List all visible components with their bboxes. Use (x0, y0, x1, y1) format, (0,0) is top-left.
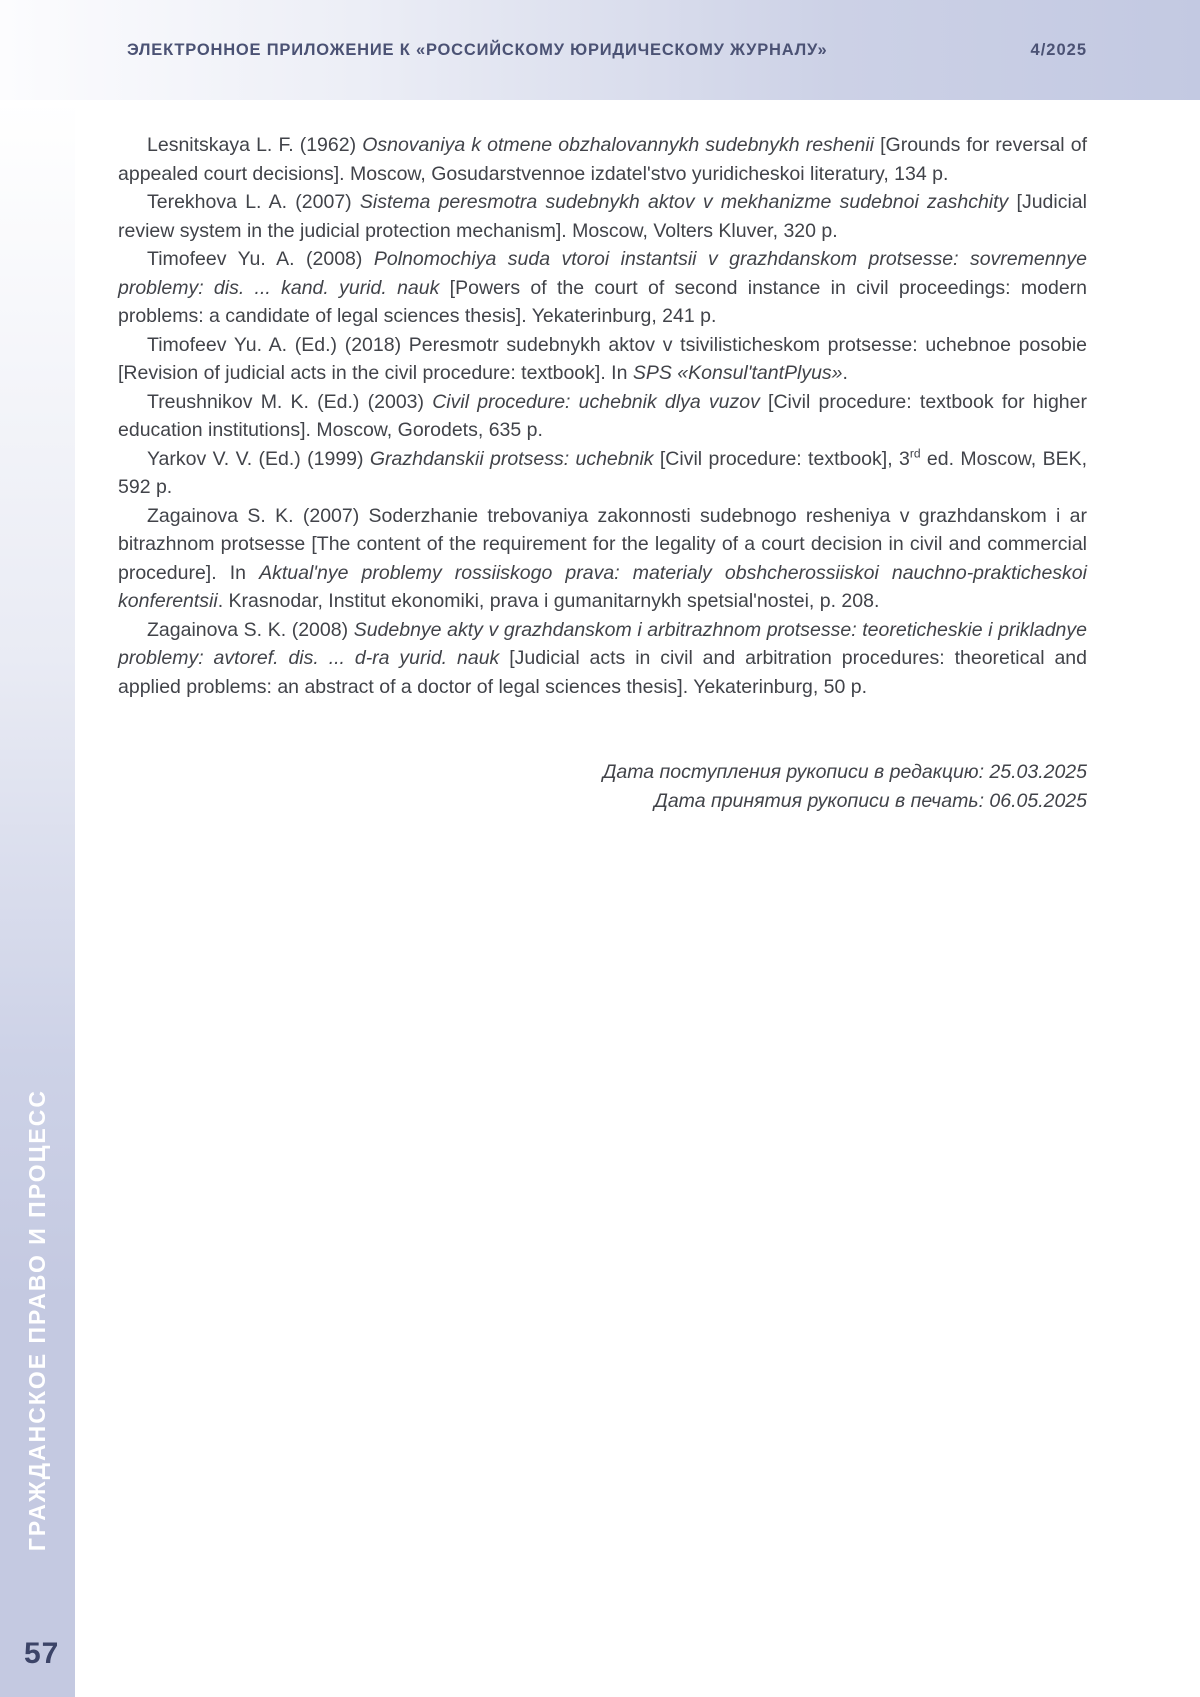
reference-segment: Timofeev Yu. A. (2008) (147, 248, 374, 270)
reference-segment: rd (909, 446, 921, 460)
submission-dates (118, 758, 1087, 815)
references-list (118, 131, 1087, 701)
reference-segment: [Civil procedure: textbook for higher education institutions]. Moscow, Gorodets, 635 p. (118, 390, 1087, 441)
reference-segment: Grazhdanskii protsess: uchebnik (369, 447, 654, 470)
reference-item (118, 445, 1087, 502)
reference-segment: ed. Moscow, BEK, 592 p. (118, 447, 1088, 498)
reference-segment: [Judicial acts in civil and arbitration procedures: theoretical and applied problems: an abstract of a doctor of legal sciences thesis]. Yekaterinburg, 50 p. (118, 647, 1087, 698)
reference-segment: Timofeev Yu. A. (Ed.) (2018) Peresmotr sudebnykh aktov v tsivilisticheskom protsesse: uchebnoe posobie [Revision of judicial acts in the civil procedure: textbook]. In (118, 333, 1087, 384)
reference-item (118, 502, 1087, 616)
reference-segment: Civil procedure: uchebnik dlya vuzov (432, 390, 760, 413)
reference-segment: [Civil procedure: textbook], 3 (653, 447, 910, 470)
reference-item (118, 131, 1087, 188)
reference-segment: Sudebnye akty v grazhdanskom i arbitrazhnom protsesse: teoreticheskie i prikladnye problemy: avtoref. dis. ... d-ra yurid. nauk (118, 618, 1088, 669)
issue-number: 4/2025 (1030, 40, 1087, 59)
reference-segment: Zagainova S. K. (2008) (147, 618, 354, 641)
reference-segment: Zagainova S. K. (2007) Soderzhanie trebovaniya zakonnosti sudebnogo resheniya v grazhdanskom i ar bitrazhnom protsesse [The content of the requirement for the legality of a court decision in civil and commercial procedure]. In (118, 504, 1087, 584)
reference-segment: Treushnikov M. K. (Ed.) (2003) (147, 390, 433, 413)
reference-segment: Aktual'nye problemy rossiiskogo prava: materialy obshcherossiiskoi nauchno-prakticheskoi konferentsii (118, 561, 1087, 612)
reference-item (118, 188, 1087, 245)
reference-item (118, 245, 1087, 331)
sidebar (0, 100, 75, 1697)
reference-segment: SPS «Konsul'tantPlyus» (632, 362, 843, 384)
reference-segment: Sistema peresmotra sudebnykh aktov v mekhanizme sudebnoi zashchity (359, 191, 1009, 213)
references-section (118, 131, 1087, 815)
reference-segment: Terekhova L. A. (2007) (147, 191, 360, 213)
submission-date-line: Дата поступления рукописи в редакцию: 25.03.2025 (602, 761, 1087, 783)
reference-segment: [Powers of the court of second instance in civil proceedings: modern problems: a candidate of legal sciences thesis]. Yekaterinburg, 241 p. (118, 276, 1088, 327)
page-number: 57 (24, 1637, 60, 1670)
reference-segment: [Judicial review system in the judicial protection mechanism]. Moscow, Volters Kluver, 320 p. (118, 191, 1087, 242)
reference-segment: . Krasnodar, Institut ekonomiki, prava i gumanitarnykh spetsial'nostei, p. 208. (217, 590, 880, 612)
reference-segment: Yarkov V. V. (Ed.) (1999) (147, 447, 370, 470)
reference-segment: Osnovaniya k otmene obzhalovannykh sudebnykh reshenii (362, 134, 875, 156)
submission-date-line: Дата принятия рукописи в печать: 06.05.2025 (654, 789, 1087, 812)
reference-item (118, 331, 1087, 388)
journal-title: ЭЛЕКТРОННОЕ ПРИЛОЖЕНИЕ К «РОССИЙСКОМУ ЮРИДИЧЕСКОМУ ЖУРНАЛУ» (127, 40, 828, 59)
reference-segment: Lesnitskaya L. F. (1962) (147, 134, 363, 156)
reference-item (118, 388, 1087, 445)
section-title-wrap (0, 1080, 75, 1560)
page-header (0, 0, 1200, 100)
reference-segment: [Grounds for reversal of appealed court decisions]. Moscow, Gosudarstvennoe izdatel'stvo yuridicheskoi literatury, 134 p. (118, 134, 1087, 185)
reference-segment: . (842, 362, 848, 384)
reference-item (118, 616, 1087, 702)
section-title-vertical: ГРАЖДАНСКОЕ ПРАВО И ПРОЦЕСС (24, 1088, 50, 1552)
reference-segment: Polnomochiya suda vtoroi instantsii v grazhdanskom protsesse: sovremennye problemy: dis. ... kand. yurid. nauk (118, 248, 1087, 299)
